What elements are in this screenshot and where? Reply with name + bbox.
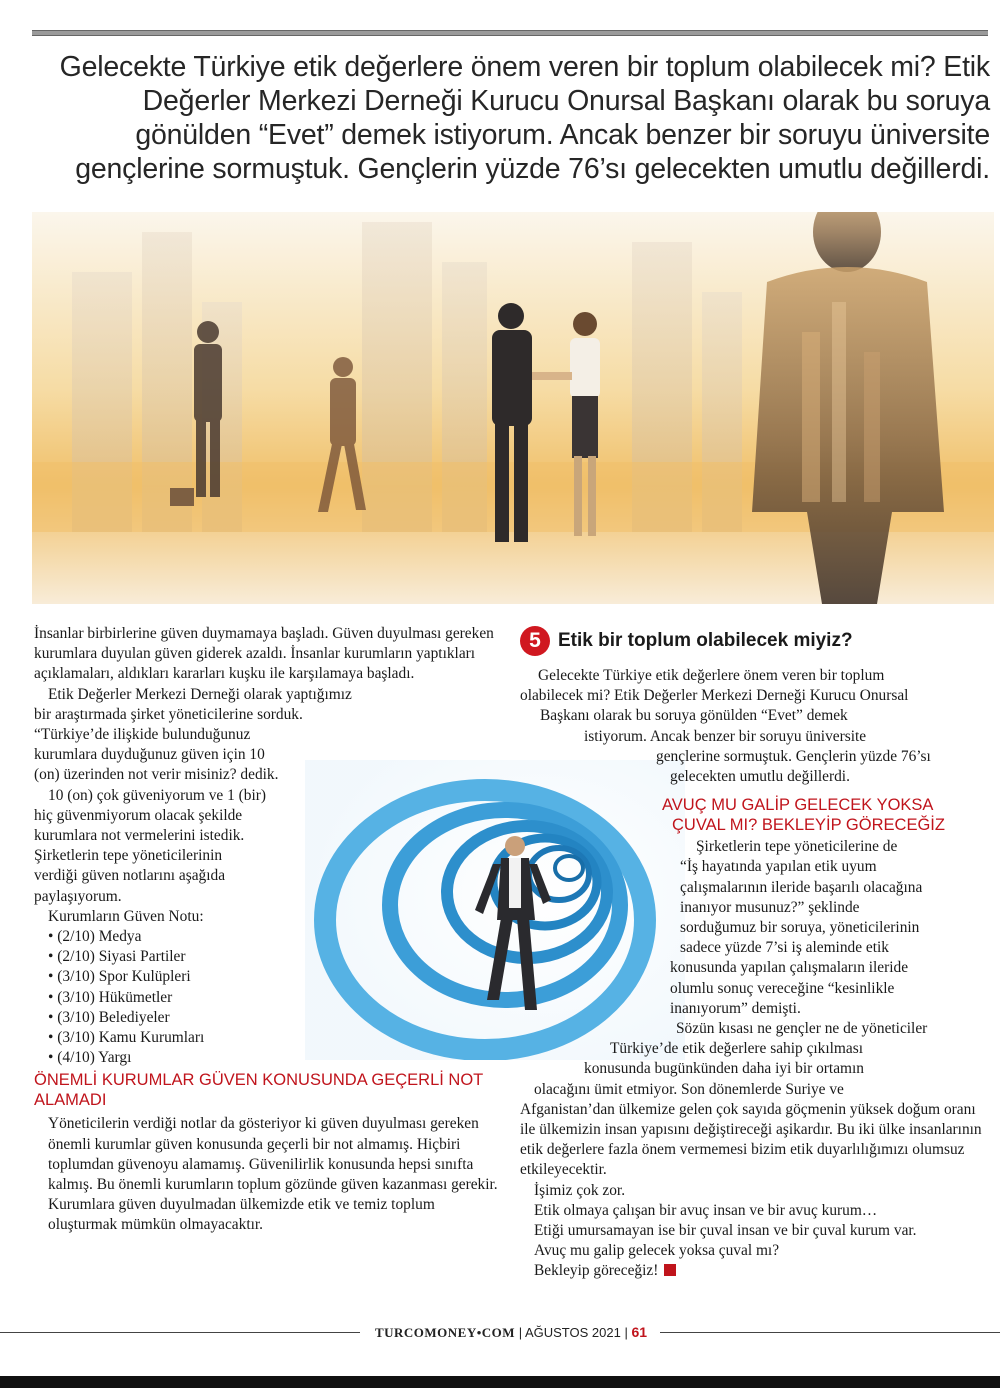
paragraph-line: inanıyorum” demişti. <box>670 999 801 1017</box>
business-people-illustration <box>32 212 994 604</box>
footer-issue: AĞUSTOS 2021 <box>524 1325 621 1340</box>
trust-list-item: • (3/10) Belediyeler <box>34 1008 504 1028</box>
paragraph-line: istiyorum. Ancak benzer bir soruyu üniversite <box>584 727 867 745</box>
trust-list-item: • (2/10) Medya <box>34 927 504 947</box>
footer-rule-right <box>660 1332 1000 1333</box>
paragraph-line: gençlerine sormuştuk. Gençlerin yüzde 76’sı <box>656 747 931 765</box>
paragraph-line: paylaşıyorum. <box>34 887 122 905</box>
paragraph-migration: Afganistan’dan ülkemize gelen çok sayıda göçmenin yüksek doğum oranı ile ülkemizin insan yapısını değiştireceği aşikardır. Bu iki ülke insanlarının etik değerlere fazla önem vermemesi bizim etik duyarlılığımızı olumsuz etkileyecektir. <box>520 1100 982 1179</box>
trust-list-title: Kurumların Güven Notu: <box>48 907 204 925</box>
hero-image <box>32 212 994 604</box>
paragraph-line: konusunda yapılan çalışmaların ileride <box>670 959 909 977</box>
pull-quote: Gelecekte Türkiye etik değerlere önem veren bir toplum olabilecek mi? Etik Değerler Merkezi Derneği Kurucu Onursal Başkanı olarak bu soruya gönülden “Evet” demek istiyorum. Ancak benzer bir soruyu üniversite gençlerine sormuştuk. Gençlerin yüzde 76’sı gelecekten umutlu değillerdi. <box>59 51 990 185</box>
section-heading <box>520 626 990 656</box>
paragraph-line: 10 (on) çok güveniyorum ve 1 (bir) <box>48 786 266 804</box>
trust-list-item: • (3/10) Hükümetler <box>34 988 504 1008</box>
paragraph-line: olabilecek mi? Etik Değerler Merkezi Derneği Kurucu Onursal <box>520 687 909 705</box>
paragraph-line: olumlu sonuç vereceğine “kesinlikle <box>670 979 895 997</box>
page-footer <box>0 1322 1000 1342</box>
paragraph-line: Etik Değerler Merkezi Derneği olarak yaptığımız <box>48 685 352 703</box>
paragraph-line: Şirketlerin tepe yöneticilerinin <box>34 847 223 865</box>
paragraph-line: gelecekten umutlu değillerdi. <box>670 768 850 786</box>
paragraph-line: hiç güvenmiyorum olacak şekilde <box>34 806 243 824</box>
paragraph-line: Türkiye’de etik değerlere sahip çıkılması <box>610 1040 863 1058</box>
paragraph-line: verdiği güven notlarını aşağıda <box>34 867 226 885</box>
footer-separator: | <box>624 1325 632 1340</box>
paragraph-line: Gelecekte Türkiye etik değerlere önem veren bir toplum <box>538 667 885 684</box>
paragraph-line: Başkanı olarak bu soruya gönülden “Evet” demek <box>540 707 848 725</box>
footer-separator: | <box>518 1325 525 1340</box>
subheading-avuc-1: AVUÇ MU GALİP GELECEK YOKSA <box>662 796 934 815</box>
subheading-avuc-2: ÇUVAL MI? BEKLEYİP GÖRECEĞİZ <box>672 816 945 835</box>
paragraph-line: bir araştırmada şirket yöneticilerine sorduk. <box>34 705 303 723</box>
footer-text <box>366 1322 656 1343</box>
paragraph-line: Avuç mu galip gelecek yoksa çuval mı? <box>534 1242 780 1260</box>
paragraph-line: olacağını ümit etmiyor. Son dönemlerde Suriye ve <box>534 1080 844 1098</box>
section-title: Etik bir toplum olabilecek miyiz? <box>558 629 853 651</box>
page-number: 61 <box>631 1324 648 1340</box>
paragraph-line: “İş hayatında yapılan etik uyum <box>680 858 877 876</box>
trust-list-item: • (4/10) Yargı <box>34 1048 504 1068</box>
footer-brand: TURCOMONEY•COM <box>374 1325 516 1340</box>
paragraph-line: inanıyor musunuz?” şeklinde <box>680 898 860 916</box>
paragraph-conclusion: Yöneticilerin verdiği notlar da gösteriyor ki güven duyulması gereken önemli kurumlar güven konusunda geçerli bir not almamış. Hiçbiri toplumdan güvenoyu alamamış. Güvenilirlik konusunda hepsi sınıfta kalmış. Bu önemli kurumların toplum gözünde güven kazanması gerekir. Kurumlara güven duyulmadan ülkemizde etik ve temiz toplum oluşturmak mümkün olmayacaktır. <box>48 1115 498 1234</box>
paragraph-line: çalışmalarının ileride başarılı olacağına <box>680 878 923 896</box>
paragraph-closing <box>520 1261 990 1281</box>
trust-list-item: • (3/10) Spor Kulüpleri <box>34 967 504 987</box>
paragraph-line: Sözün kısası ne gençler ne de yöneticiler <box>676 1020 928 1038</box>
footer-rule-left <box>0 1332 360 1333</box>
paragraph-line: kurumlara not vermelerini istedik. <box>34 827 245 845</box>
paragraph-line: kurumlara duyduğunuz güven için 10 <box>34 746 265 764</box>
paragraph-line: (on) üzerinden not verir misiniz? dedik. <box>34 766 279 784</box>
paragraph-line: Etiği umursamayan ise bir çuval insan ve bir çuval kurum var. <box>534 1222 917 1240</box>
paragraph-line: sorduğumuz bir soruya, yöneticilerinin <box>680 919 920 937</box>
paragraph-line: Etik olmaya çalışan bir avuç insan ve bir avuç kurum… <box>534 1201 878 1219</box>
trust-list-item: • (3/10) Kamu Kurumları <box>34 1028 504 1048</box>
trust-list-item: • (2/10) Siyasi Partiler <box>34 947 504 967</box>
closing-line: Bekleyip göreceğiz! <box>534 1262 659 1280</box>
end-of-article-mark <box>664 1264 676 1276</box>
paragraph-line: “Türkiye’de ilişkide bulunduğunuz <box>34 726 251 744</box>
right-column <box>520 624 990 1282</box>
top-rule <box>32 30 988 36</box>
paragraph-intro: İnsanlar birbirlerine güven duymamaya başladı. Güven duyulması gereken kurumlara duyulan güven giderek azaldı. İnsanlar kurumların yaptıkları açıklamaları, aldıkları kararları kuşku ile karşılamaya başladı. <box>34 625 494 683</box>
paragraph-line: konusunda bugünkünden daha iyi bir ortamın <box>584 1060 864 1078</box>
bottom-bar <box>0 1376 1000 1388</box>
paragraph-line: sadece yüzde 7’si iş aleminde etik <box>680 939 889 957</box>
paragraph-line: İşimiz çok zor. <box>534 1181 626 1199</box>
subheading-institutions: ÖNEMLİ KURUMLAR GÜVEN KONUSUNDA GEÇERLİ NOT ALAMADI <box>34 1071 483 1110</box>
section-number-badge: 5 <box>520 626 550 656</box>
paragraph-line: Şirketlerin tepe yöneticilerine de <box>696 838 898 856</box>
